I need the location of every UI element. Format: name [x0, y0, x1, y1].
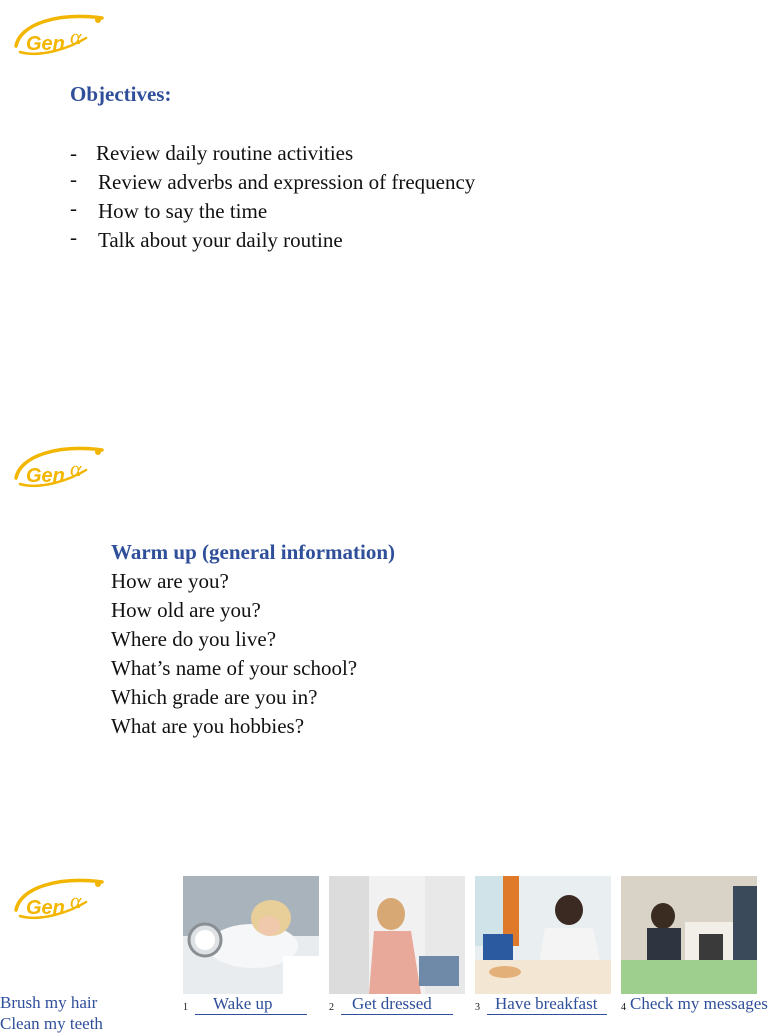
logo-bottom	[10, 872, 110, 928]
question-item: What’s name of your school?	[111, 656, 358, 680]
svg-text:α: α	[70, 24, 82, 49]
answer-line	[341, 1014, 453, 1015]
check-messages-photo	[621, 876, 757, 994]
left-item-clean-teeth: Clean my teeth	[0, 1014, 103, 1033]
question-item: How old are you?	[111, 598, 261, 622]
logo-top	[10, 8, 110, 64]
answer-line	[487, 1014, 607, 1015]
get-dressed-photo	[329, 876, 465, 994]
answer-line	[195, 1014, 307, 1015]
activity-label: Get dressed	[352, 994, 432, 1013]
activity-caption-4: 4 Check my messages	[621, 994, 768, 1013]
activity-label: Check my messages	[630, 994, 768, 1013]
svg-text:Gen: Gen	[26, 33, 65, 55]
svg-text:α: α	[70, 456, 82, 481]
activity-caption-3: 3 Have breakfast	[475, 994, 620, 1016]
wake-up-photo	[183, 876, 319, 994]
logo-middle	[10, 440, 110, 496]
activity-label: Have breakfast	[495, 994, 598, 1013]
gen-alpha-logo-icon	[10, 8, 110, 64]
question-item: Where do you live?	[111, 627, 277, 651]
svg-text:Gen: Gen	[26, 897, 65, 919]
question-item: What are you hobbies?	[111, 714, 305, 738]
activity-label: Wake up	[213, 994, 273, 1013]
question-item: Which grade are you in?	[111, 685, 318, 709]
gen-alpha-logo-icon	[10, 440, 110, 496]
activity-caption-1: 1 Wake up	[183, 994, 323, 1016]
warmup-questions	[111, 567, 357, 741]
svg-text:Gen: Gen	[26, 465, 65, 487]
gen-alpha-logo-icon	[10, 872, 110, 928]
objectives-title: Objectives:	[70, 82, 172, 106]
warmup-title: Warm up (general information)	[111, 540, 396, 564]
left-item-brush-hair: Brush my hair	[0, 993, 98, 1012]
question-item: How are you?	[111, 569, 229, 593]
have-breakfast-photo	[475, 876, 611, 994]
svg-text:α: α	[70, 888, 82, 913]
activity-caption-2: 2 Get dressed	[329, 994, 469, 1016]
